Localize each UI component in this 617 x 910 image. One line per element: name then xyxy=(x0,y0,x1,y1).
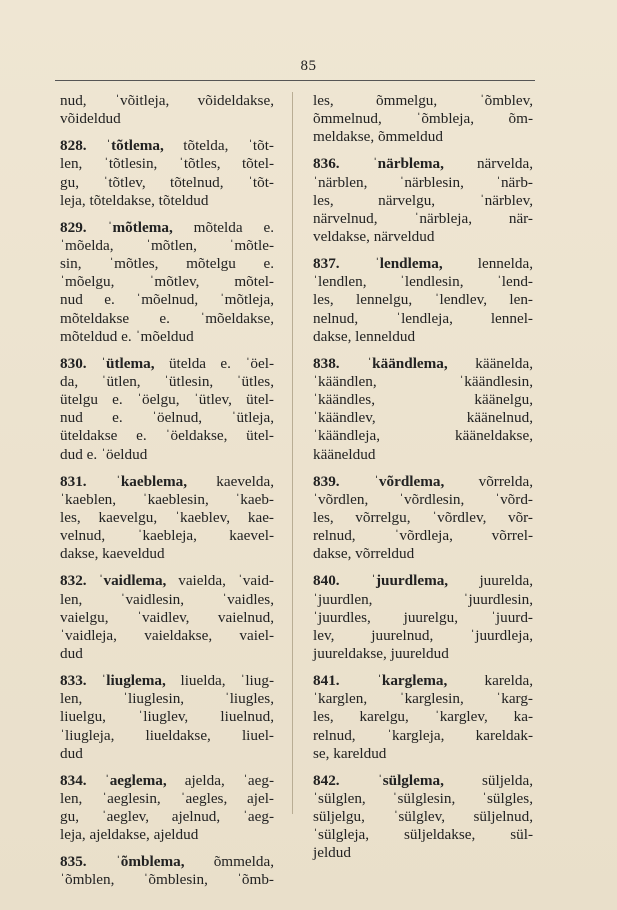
dictionary-entry xyxy=(60,92,274,128)
entry-line xyxy=(60,572,274,590)
entry-number: 831. xyxy=(60,472,87,490)
entry-line xyxy=(60,808,274,826)
entry-line xyxy=(313,790,533,808)
entry-line xyxy=(60,355,274,373)
entry-text: sin, ˈmõtles, mõtelgu e. xyxy=(60,255,274,273)
entry-text: mõteldakse e. ˈmõeldakse, xyxy=(60,309,274,327)
entry-line xyxy=(313,192,533,210)
entry-text: süljelda, xyxy=(481,771,534,789)
entry-line xyxy=(313,509,533,527)
dictionary-entry xyxy=(60,219,274,346)
entry-text: len, ˈliuglesin, ˈliugles, xyxy=(60,690,274,708)
entry-text: õmmelnud, ˈõmbleja, õm- xyxy=(313,110,533,128)
dictionary-entry xyxy=(313,155,533,246)
entry-text: gu, ˈtõtlev, tõtelnud, ˈtõt- xyxy=(60,173,274,191)
entry-gap xyxy=(313,246,533,255)
entry-text: ˈjuurdles, juurelgu, ˈjuurd- xyxy=(313,608,533,626)
entry-text: les, kaevelgu, ˈkaeblev, kae- xyxy=(60,508,274,526)
entry-text: ˈnärblen, ˈnärblesin, ˈnärb- xyxy=(313,173,533,191)
dictionary-entry xyxy=(313,255,533,346)
entry-line xyxy=(313,155,533,173)
entry-line xyxy=(60,273,274,291)
entry-text: da, ˈütlen, ˈütlesin, ˈütles, xyxy=(60,372,274,390)
entry-line xyxy=(313,727,533,745)
entry-headword: ˈnärblema, xyxy=(372,155,444,173)
entry-line xyxy=(60,871,274,889)
entry-text: jeldud xyxy=(313,844,351,862)
dictionary-entry xyxy=(313,772,533,863)
entry-number: 829. xyxy=(60,218,87,236)
entry-line xyxy=(60,627,274,645)
entry-gap xyxy=(313,663,533,672)
entry-text: üteldakse e. ˈöeldakse, ütel- xyxy=(60,427,274,445)
entry-text: võrrelda, xyxy=(478,472,534,490)
entry-text: nelnud, ˈlendleja, lennel- xyxy=(313,309,533,327)
entry-line xyxy=(60,772,274,790)
entry-text: len, ˈaeglesin, ˈaegles, ajel- xyxy=(60,789,274,807)
entry-line xyxy=(60,591,274,609)
entry-text: ˈkäändleja, kääneldakse, xyxy=(313,427,533,445)
entry-line xyxy=(313,110,533,128)
entry-line xyxy=(60,137,274,155)
entry-line xyxy=(60,219,274,237)
entry-gap xyxy=(60,210,274,219)
entry-line xyxy=(60,92,274,110)
entry-text: närvelda, xyxy=(476,155,534,173)
entry-text: ˈsülglen, ˈsülglesin, ˈsülgles, xyxy=(313,789,533,807)
dictionary-entry xyxy=(60,355,274,464)
entry-headword: ˈaeglema, xyxy=(104,771,167,789)
entry-text: relnud, ˈkargleja, kareldak- xyxy=(313,726,533,744)
entry-text: käänelda, xyxy=(475,354,533,372)
entry-line xyxy=(313,627,533,645)
entry-line xyxy=(313,427,533,445)
entry-line xyxy=(313,310,533,328)
entry-gap xyxy=(60,763,274,772)
entry-line xyxy=(60,373,274,391)
dictionary-entry xyxy=(60,572,274,663)
right-column xyxy=(313,92,533,862)
entry-headword: ˈvaidlema, xyxy=(98,572,167,590)
entry-text: dud xyxy=(60,644,83,662)
entry-gap xyxy=(313,464,533,473)
entry-line xyxy=(313,391,533,409)
entry-number: 838. xyxy=(313,354,340,372)
entry-line xyxy=(60,391,274,409)
entry-gap xyxy=(313,563,533,572)
entry-text: ˈliugleja, liueldakse, liuel- xyxy=(60,726,274,744)
entry-text: juureldakse, juureldud xyxy=(313,644,449,662)
entry-headword: ˈõmblema, xyxy=(115,853,185,871)
entry-number: 841. xyxy=(313,672,340,690)
entry-text: les, õmmelgu, ˈõmblev, xyxy=(313,92,533,109)
entry-gap xyxy=(313,146,533,155)
entry-number: 839. xyxy=(313,472,340,490)
entry-text: mõtelda e. xyxy=(193,218,274,236)
entry-text: kaevelda, xyxy=(216,472,275,490)
entry-gap xyxy=(60,464,274,473)
entry-text: leja, ajeldakse, ajeldud xyxy=(60,826,199,844)
entry-text: närvelnud, ˈnärbleja, när- xyxy=(313,209,533,227)
entry-headword: ˈvõrdlema, xyxy=(373,472,445,490)
column-divider xyxy=(292,92,293,814)
entry-line xyxy=(60,690,274,708)
entry-line xyxy=(60,473,274,491)
entry-line xyxy=(313,772,533,790)
entry-line xyxy=(60,509,274,527)
entry-text: ˈkäändlen, ˈkäändlesin, xyxy=(313,372,533,390)
entry-line xyxy=(313,228,533,246)
entry-gap xyxy=(60,844,274,853)
entry-text: dakse, kaeveldud xyxy=(60,545,165,563)
entry-text: dud xyxy=(60,744,83,762)
entry-line xyxy=(60,255,274,273)
entry-number: 833. xyxy=(60,672,87,690)
entry-gap xyxy=(313,763,533,772)
entry-text: les, karelgu, ˈkarglev, ka- xyxy=(313,708,533,726)
entry-line xyxy=(60,237,274,255)
dictionary-entry xyxy=(60,473,274,564)
entry-headword: ˈmõtlema, xyxy=(107,218,173,236)
entry-line xyxy=(60,110,274,128)
entry-text: ˈvaidleja, vaieldakse, vaiel- xyxy=(60,626,274,644)
entry-text: ütelgu e. ˈöelgu, ˈütlev, ütel- xyxy=(60,391,274,409)
entry-line xyxy=(60,545,274,563)
entry-text: lev, juurelnud, ˈjuurdleja, xyxy=(313,626,533,644)
entry-text: relnud, ˈvõrdleja, võrrel- xyxy=(313,527,533,545)
entry-line xyxy=(60,790,274,808)
entry-line xyxy=(313,273,533,291)
entry-text: leja, tõteldakse, tõteldud xyxy=(60,191,209,209)
dictionary-entry xyxy=(313,672,533,763)
entry-text: len, ˈtõtlesin, ˈtõtles, tõtel- xyxy=(60,155,274,173)
entry-line xyxy=(313,291,533,309)
entry-line xyxy=(313,572,533,590)
entry-headword: ˈkarglema, xyxy=(376,672,448,690)
entry-text: les, närvelgu, ˈnärblev, xyxy=(313,191,533,209)
entry-line xyxy=(313,591,533,609)
entry-line xyxy=(60,310,274,328)
left-column xyxy=(60,92,274,890)
entry-line xyxy=(313,672,533,690)
entry-line xyxy=(313,609,533,627)
entry-number: 842. xyxy=(313,771,340,789)
entry-gap xyxy=(60,346,274,355)
entry-headword: ˈkäändlema, xyxy=(367,354,448,372)
entry-text: liuelgu, ˈliuglev, liuelnud, xyxy=(60,708,274,726)
entry-headword: ˈsülglema, xyxy=(377,771,444,789)
entry-headword: ˈütlema, xyxy=(100,354,155,372)
entry-number: 837. xyxy=(313,255,340,273)
entry-line xyxy=(60,155,274,173)
entry-number: 836. xyxy=(313,155,340,173)
entry-text: nud e. ˈöelnud, ˈütleja, xyxy=(60,409,274,427)
entry-line xyxy=(313,708,533,726)
entry-text: võideldud xyxy=(60,110,121,128)
entry-text: vaielgu, ˈvaidlev, vaielnud, xyxy=(60,608,274,626)
entry-line xyxy=(313,826,533,844)
entry-line xyxy=(313,545,533,563)
dictionary-entry xyxy=(60,772,274,845)
entry-number: 834. xyxy=(60,771,87,789)
entry-line xyxy=(313,409,533,427)
dictionary-entry xyxy=(60,853,274,889)
entry-text: vaielda, ˈvaid- xyxy=(178,572,274,590)
entry-line xyxy=(60,291,274,309)
entry-line xyxy=(60,527,274,545)
entry-line xyxy=(60,853,274,871)
entry-text: ˈjuurdlen, ˈjuurdlesin, xyxy=(313,590,533,608)
entry-text: karelda, xyxy=(484,672,533,690)
entry-text: dakse, lenneldud xyxy=(313,327,416,345)
entry-text: les, võrrelgu, ˈvõrdlev, võr- xyxy=(313,508,533,526)
entry-text: süljelgu, ˈsülglev, süljelnud, xyxy=(313,808,533,826)
entry-text: kääneldud xyxy=(313,445,376,463)
entry-line xyxy=(313,645,533,663)
entry-gap xyxy=(60,663,274,672)
entry-text: ˈmõelgu, ˈmõtlev, mõtel- xyxy=(60,273,274,291)
entry-text: dud e. ˈöeldud xyxy=(60,445,148,463)
entry-line xyxy=(313,373,533,391)
entry-text: ˈlendlen, ˈlendlesin, ˈlend- xyxy=(313,273,533,291)
entry-number: 832. xyxy=(60,572,87,590)
entry-line xyxy=(60,745,274,763)
entry-text: ajelda, ˈaeg- xyxy=(184,771,275,789)
entry-headword: ˈjuurdlema, xyxy=(370,572,449,590)
entry-text: lennelda, xyxy=(477,255,533,273)
entry-number: 830. xyxy=(60,354,87,372)
entry-text: velnud, ˈkaebleja, kaevel- xyxy=(60,527,274,545)
dictionary-entry xyxy=(313,92,533,146)
header-rule xyxy=(55,80,535,81)
entry-text: ˈkäändles, käänelgu, xyxy=(313,391,533,409)
entry-headword: ˈkaeblema, xyxy=(115,472,188,490)
entry-gap xyxy=(313,346,533,355)
entry-headword: ˈliuglema, xyxy=(101,672,166,690)
entry-line xyxy=(313,745,533,763)
entry-line xyxy=(313,473,533,491)
entry-text: les, lennelgu, ˈlendlev, len- xyxy=(313,291,533,309)
entry-text: se, kareldud xyxy=(313,744,387,762)
entry-line xyxy=(313,210,533,228)
entry-line xyxy=(313,174,533,192)
entry-text: ˈvõrdlen, ˈvõrdlesin, ˈvõrd- xyxy=(313,490,533,508)
entry-text: juurelda, xyxy=(479,572,533,590)
entry-text: õmmelda, xyxy=(213,853,274,871)
entry-line xyxy=(60,409,274,427)
entry-headword: ˈtõtlema, xyxy=(106,137,164,155)
dictionary-entry xyxy=(313,355,533,464)
entry-line xyxy=(313,527,533,545)
entry-number: 835. xyxy=(60,853,87,871)
entry-line xyxy=(60,826,274,844)
entry-text: liuelda, ˈliug- xyxy=(180,672,275,690)
entry-line xyxy=(60,727,274,745)
entry-line xyxy=(60,645,274,663)
entry-text: mõteldud e. ˈmõeldud xyxy=(60,327,194,345)
entry-line xyxy=(313,355,533,373)
entry-line xyxy=(313,491,533,509)
dictionary-entry xyxy=(60,137,274,210)
entry-line xyxy=(313,255,533,273)
entry-text: veldakse, närveldud xyxy=(313,227,435,245)
entry-line xyxy=(60,446,274,464)
entry-text: ˈkäändlev, käänelnud, xyxy=(313,409,533,427)
entry-line xyxy=(313,690,533,708)
entry-text: gu, ˈaeglev, ajelnud, ˈaeg- xyxy=(60,808,274,826)
entry-text: tõtelda, ˈtõt- xyxy=(183,137,274,155)
entry-line xyxy=(313,808,533,826)
entry-text: len, ˈvaidlesin, ˈvaidles, xyxy=(60,590,274,608)
entry-line xyxy=(60,491,274,509)
entry-line xyxy=(313,128,533,146)
dictionary-entry xyxy=(313,473,533,564)
page-number: 85 xyxy=(300,58,317,74)
entry-line xyxy=(60,328,274,346)
entry-line xyxy=(60,192,274,210)
dictionary-entry xyxy=(313,572,533,663)
entry-text: nud e. ˈmõelnud, ˈmõtleja, xyxy=(60,291,274,309)
entry-line xyxy=(60,708,274,726)
entry-line xyxy=(60,427,274,445)
entry-text: meldakse, õmmeldud xyxy=(313,128,443,146)
entry-line xyxy=(60,672,274,690)
entry-text: ˈkarglen, ˈkarglesin, ˈkarg- xyxy=(313,690,533,708)
entry-text: nud, ˈvõitleja, võideldakse, xyxy=(60,92,274,109)
entry-text: ˈõmblen, ˈõmblesin, ˈõmb- xyxy=(60,871,274,889)
entry-line xyxy=(313,844,533,862)
entry-gap xyxy=(60,128,274,137)
entry-text: ˈkaeblen, ˈkaeblesin, ˈkaeb- xyxy=(60,490,274,508)
entry-gap xyxy=(60,563,274,572)
entry-text: ˈsülgleja, süljeldakse, sül- xyxy=(313,826,533,844)
entry-line xyxy=(313,92,533,110)
entry-number: 840. xyxy=(313,572,340,590)
entry-line xyxy=(60,174,274,192)
entry-text: dakse, võrreldud xyxy=(313,545,415,563)
entry-line xyxy=(313,328,533,346)
entry-line xyxy=(60,609,274,627)
entry-text: ütelda e. ˈöel- xyxy=(168,354,275,372)
entry-line xyxy=(313,446,533,464)
entry-text: ˈmõelda, ˈmõtlen, ˈmõtle- xyxy=(60,236,274,254)
dictionary-entry xyxy=(60,672,274,763)
entry-headword: ˈlendlema, xyxy=(374,255,443,273)
entry-number: 828. xyxy=(60,137,87,155)
